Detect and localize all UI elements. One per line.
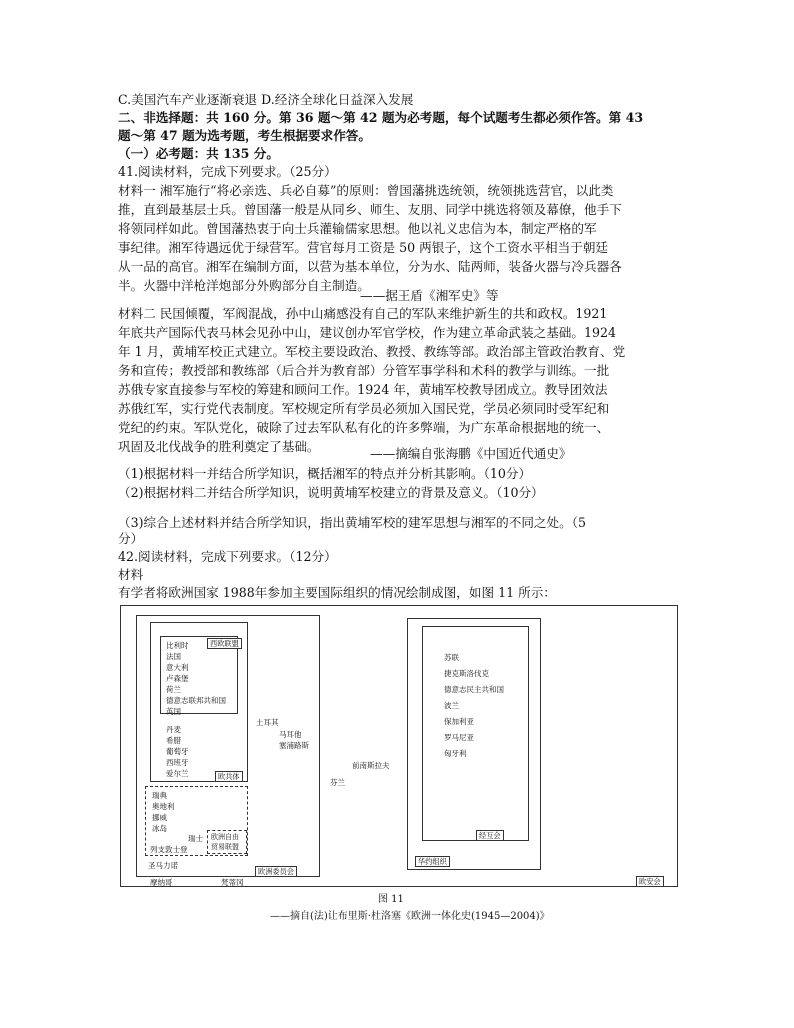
q41-m2-line: 材料二 民国倾覆，军阀混战，孙中山痛感没有自己的军队来维护新生的共和政权。1921 — [118, 306, 608, 321]
member-country: 冰岛 — [152, 824, 167, 833]
member-country: 奥地利 — [152, 802, 175, 811]
q41-m1-line: 将领同样如此。曾国藩热衷于向士兵灌输儒家思想。他以礼义忠信为本，制定严格的军 — [118, 221, 597, 236]
q42-material-label: 材料 — [118, 567, 144, 582]
cyprus: 塞浦路斯 — [279, 741, 309, 750]
section2-line1: 二、非选择题：共 160 分。第 36 题～第 42 题为必考题，每个试题考生都必须作答。第 43 — [118, 110, 644, 125]
member-country: 瑞典 — [152, 791, 167, 800]
csce-label: 欧安会 — [636, 876, 664, 887]
q41-m2-line: 务和宣传；教授部和教练部（后合并为教育部）分管军事学科和术科的教学与训练。一批 — [118, 363, 610, 378]
previous-options: C.美国汽车产业逐渐衰退 D.经济全球化日益深入发展 — [118, 92, 414, 107]
q41-sub3: （3)综合上述材料并结合所学知识，指出黄埔军校的建军思想与湘军的不同之处。（5 — [118, 515, 587, 530]
member-country: 罗马尼亚 — [444, 733, 474, 742]
section2-required: （一）必考题：共 135 分。 — [118, 146, 279, 161]
section2-line2: 题～第 47 题为选考题，考生根据要求作答。 — [118, 128, 371, 143]
ec-other-members — [166, 724, 189, 779]
vatican: 梵蒂冈 — [221, 878, 244, 887]
figure-source: ——摘自(法)让布里斯·杜洛塞《欧洲一体化史(1945—2004)》 — [270, 911, 550, 922]
finland: 芬兰 — [330, 778, 345, 787]
monaco: 摩纳哥 — [150, 878, 173, 887]
member-country: 德意志联邦共和国 — [166, 696, 226, 705]
san-marino: 圣马力诺 — [148, 861, 178, 870]
member-country: 法国 — [166, 652, 181, 661]
q42-material-text: 有学者将欧洲国家 1988年参加主要国际组织的情况绘制成图，如图 11 所示： — [118, 585, 556, 600]
member-country: 丹麦 — [166, 725, 181, 734]
ec-label: 欧共体 — [215, 771, 243, 782]
member-country: 英国 — [166, 707, 181, 716]
q41-m1-line: 事纪律。湘军待遇远优于绿营军。营官每月工资是 50 两银子，这个工资水平相当于朝廷 — [118, 240, 609, 255]
q41-m2-line: 巩固及北伐战争的胜利奠定了基础。 — [118, 439, 320, 454]
comecon-label: 经互会 — [476, 830, 504, 841]
efta-members — [152, 790, 175, 834]
q41-m1-line: 从一品的高官。湘军在编制方面，以营为基本单位，分为水、陆两师，装备火器与冷兵器各 — [118, 259, 622, 274]
comecon-members — [444, 650, 504, 762]
council-of-europe-label: 欧洲委员会 — [255, 866, 297, 877]
figure-caption: 图 11 — [378, 894, 404, 905]
q41-sub3-cont: 分） — [118, 531, 144, 546]
q41-m2-line: 年底共产国际代表马林会见孙中山，建议创办军官学校，作为建立革命武装之基础。1924 — [118, 325, 617, 340]
q42-stem: 42.阅读材料，完成下列要求。（12分） — [118, 549, 337, 564]
q41-m2-line: 苏俄专家直接参与军校的筹建和顾问工作。1924 年，黄埔军校教导团成立。教导团效法 — [118, 382, 608, 397]
member-country: 爱尔兰 — [166, 769, 189, 778]
warsaw-pact-label: 华约组织 — [415, 856, 450, 867]
malta: 马耳他 — [279, 730, 302, 739]
efta-label: 欧洲自由贸易联盟 — [211, 833, 239, 851]
q41-m1-line: 推，直到最基层士兵。曾国藩一般是从同乡、师生、友朋、同学中挑选将领及幕僚，他手下 — [118, 202, 622, 217]
q41-m1-source: ——据王盾《湘军史》等 — [360, 288, 499, 303]
member-country: 挪威 — [152, 813, 167, 822]
member-country: 葡萄牙 — [166, 747, 189, 756]
western-union-members — [166, 640, 226, 717]
member-country: 保加利亚 — [444, 717, 474, 726]
member-country: 德意志民主共和国 — [444, 685, 504, 694]
member-country: 波兰 — [444, 701, 459, 710]
q41-m1-line: 材料一 湘军施行“将必亲选、兵必自募”的原则：曾国藩挑选统领，统领挑选营官，以此类 — [118, 183, 614, 198]
turkey: 土耳其 — [256, 718, 279, 727]
liechtenstein: 列支敦士登 — [150, 845, 188, 854]
q41-m1-line: 半。火器中洋枪洋炮部分外购部分自主制造。 — [118, 278, 370, 293]
q41-m2-line: 苏俄红军，实行党代表制度。军校规定所有学员必须加入国民党，学员必须同时受军纪和 — [118, 401, 610, 416]
q41-m2-line: 党纪的约束。军队党化，破除了过去军队私有化的许多弊端，为广东革命根据地的统一、 — [118, 420, 610, 435]
yugoslavia: 前南斯拉夫 — [352, 761, 390, 770]
member-country: 匈牙利 — [444, 749, 467, 758]
q41-stem: 41.阅读材料，完成下列要求。（25分） — [118, 164, 337, 179]
switzerland: 瑞士 — [188, 834, 203, 843]
member-country: 希腊 — [166, 736, 181, 745]
q41-m2-line: 年 1 月，黄埔军校正式建立。军校主要设政治、教授、教练等部。政治部主管政治教育、党 — [118, 344, 626, 359]
q41-sub1: （1)根据材料一并结合所学知识，概括湘军的特点并分析其影响。（10分） — [118, 466, 532, 481]
q41-m2-source: ——摘编自张海鹏《中国近代通史》 — [370, 446, 572, 461]
member-country: 荷兰 — [166, 685, 181, 694]
member-country: 苏联 — [444, 653, 459, 662]
member-country: 比利时 — [166, 641, 189, 650]
member-country: 西班牙 — [166, 758, 189, 767]
member-country: 卢森堡 — [166, 674, 189, 683]
member-country: 意大利 — [166, 663, 189, 672]
western-union-label: 西欧联盟 — [207, 638, 242, 649]
q41-sub2: （2)根据材料二并结合所学知识，说明黄埔军校建立的背景及意义。（10分） — [118, 485, 544, 500]
member-country: 捷克斯洛伐克 — [444, 669, 489, 678]
